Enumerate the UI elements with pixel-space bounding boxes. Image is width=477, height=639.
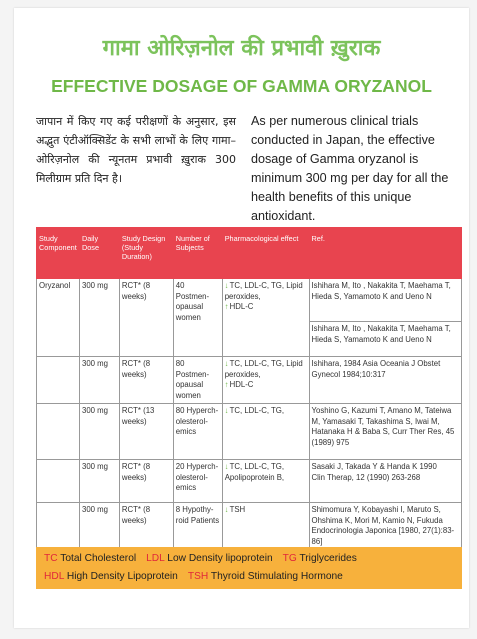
- legend-abbr: HDL: [44, 571, 65, 582]
- cell-dose: 300 mg: [79, 460, 119, 503]
- cell-effect: [222, 357, 309, 404]
- intro-paragraph-english: As per numerous clinical trials conducted in Japan, the effective dosage of Gamma oryzanol is minimum 300 mg per day for all the health benefits of this unique antioxidant.: [251, 114, 449, 223]
- legend-text: Thyroid Stimulating Hormone: [210, 571, 343, 582]
- header-pharmacological-effect: Pharmacological effect: [222, 228, 309, 279]
- legend-abbr: TC: [44, 553, 58, 564]
- cell-design: RCT* (13 weeks): [119, 404, 173, 460]
- legend-text: Triglycerides: [299, 553, 357, 564]
- cell-subjects: 80 Postmen-opausal women: [173, 357, 222, 404]
- cell-component: [37, 404, 80, 460]
- header-number-of-subjects: Number of Subjects: [173, 228, 222, 279]
- cell-design: RCT* (8 weeks): [119, 279, 173, 357]
- cell-ref: Ishihara M, Ito , Nakakita T, Maehama T, Hieda S, Yamamoto K and Ueno N: [309, 322, 461, 357]
- table-row: [37, 404, 462, 460]
- table-row: [37, 460, 462, 503]
- cell-design: RCT* (8 weeks): [119, 503, 173, 567]
- header-daily-dose: Daily Dose: [79, 228, 119, 279]
- arrow-up-icon: ↑: [224, 302, 229, 311]
- cell-component: [37, 357, 80, 404]
- legend-text: High Density Lipoprotein: [66, 571, 178, 582]
- cell-component: Oryzanol: [37, 279, 80, 357]
- legend-abbr: TG: [282, 553, 297, 564]
- cell-subjects: 80 Hyperch-olesterol-emics: [173, 404, 222, 460]
- cell-dose: 300 mg: [79, 404, 119, 460]
- table-header-row: [37, 228, 462, 279]
- effect-line: TC, LDL-C, TG,: [229, 406, 285, 415]
- header-study-design: Study Design (Study Duration): [119, 228, 173, 279]
- effect-line: TC, LDL-C, TG, Lipid peroxides,: [224, 359, 303, 379]
- cell-design: RCT* (8 weeks): [119, 357, 173, 404]
- legend-row: [44, 571, 343, 582]
- hindi-title: गामा ओरिज़नोल की प्रभावी ख़ुराक: [102, 36, 381, 61]
- cell-subjects: 20 Hyperch-olesterol-emics: [173, 460, 222, 503]
- cell-ref: Ishihara M, Ito , Nakakita T, Maehama T, Hieda S, Yamamoto K and Ueno N: [309, 279, 461, 322]
- arrow-down-icon: ↓: [224, 359, 229, 368]
- arrow-up-icon: ↑: [224, 380, 229, 389]
- arrow-down-icon: ↓: [224, 406, 229, 415]
- cell-ref: Yoshino G, Kazumi T, Amano M, Tateiwa M, Yamasaki T, Takashima S, Iwai M, Hatanaka H & Baba S, Curr Ther Res, 45 (1989) 975: [309, 404, 461, 460]
- effect-line: HDL-C: [229, 302, 254, 311]
- effect-line: TC, LDL-C, TG, Lipid peroxides,: [224, 281, 303, 301]
- ref-line: Clin Therap, 12 (1990) 263-268: [311, 472, 421, 482]
- cell-component: [37, 460, 80, 503]
- dosage-table: [36, 227, 462, 567]
- cell-effect: [222, 460, 309, 503]
- cell-dose: 300 mg: [79, 279, 119, 357]
- arrow-down-icon: ↓: [224, 462, 229, 471]
- header-ref: Ref.: [309, 228, 461, 279]
- cell-ref: [309, 460, 461, 503]
- table-row: [37, 279, 462, 322]
- cell-ref: Shimomura Y, Kobayashi I, Maruto S, Ohshima K, Mori M, Kamio N, Fukuda Endocrinologia Japonica [1980, 27(1):83-86]: [309, 503, 461, 567]
- legend-text: Total Cholesterol: [60, 553, 137, 564]
- cell-ref: Ishihara, 1984 Asia Oceania J Obstet Gynecol 1984;10:317: [309, 357, 461, 404]
- document-page: [14, 8, 469, 628]
- effect-line: TSH: [229, 505, 246, 514]
- legend-abbr: TSH: [187, 571, 209, 582]
- ref-line: Sasaki J, Takada Y & Handa K 1990: [311, 462, 437, 471]
- abbreviation-legend: [36, 547, 462, 589]
- english-title: EFFECTIVE DOSAGE OF GAMMA ORYZANOL: [51, 76, 432, 96]
- legend-row: [44, 553, 357, 564]
- table-row: [37, 357, 462, 404]
- cell-subjects: 40 Postmen-opausal women: [173, 279, 222, 357]
- effect-line: HDL-C: [229, 380, 254, 389]
- cell-subjects: 8 Hypothy-roid Patients: [173, 503, 222, 567]
- cell-dose: 300 mg: [79, 357, 119, 404]
- cell-effect: [222, 404, 309, 460]
- arrow-down-icon: ↓: [224, 281, 229, 290]
- cell-dose: 300 mg: [79, 503, 119, 567]
- cell-effect: [222, 279, 309, 357]
- legend-text: Low Density lipoprotein: [167, 553, 273, 564]
- intro-paragraph-hindi: जापान में किए गए कई परीक्षणों के अनुसार, इस अद्भुत एंटीऑक्सिडेंट के सभी लाभों के लिए गामा–ओरिज़नोल की न्यूनतम प्रभावी ख़ुराक 300 मिलीग्राम प्रति दिन है।: [36, 115, 236, 185]
- cell-design: RCT* (8 weeks): [119, 460, 173, 503]
- effect-line: TC, LDL-C, TG, Apolipoprotein B,: [224, 462, 285, 482]
- legend-abbr: LDL: [146, 553, 165, 564]
- arrow-down-icon: ↓: [224, 505, 229, 514]
- header-study-component: Study Component: [37, 228, 80, 279]
